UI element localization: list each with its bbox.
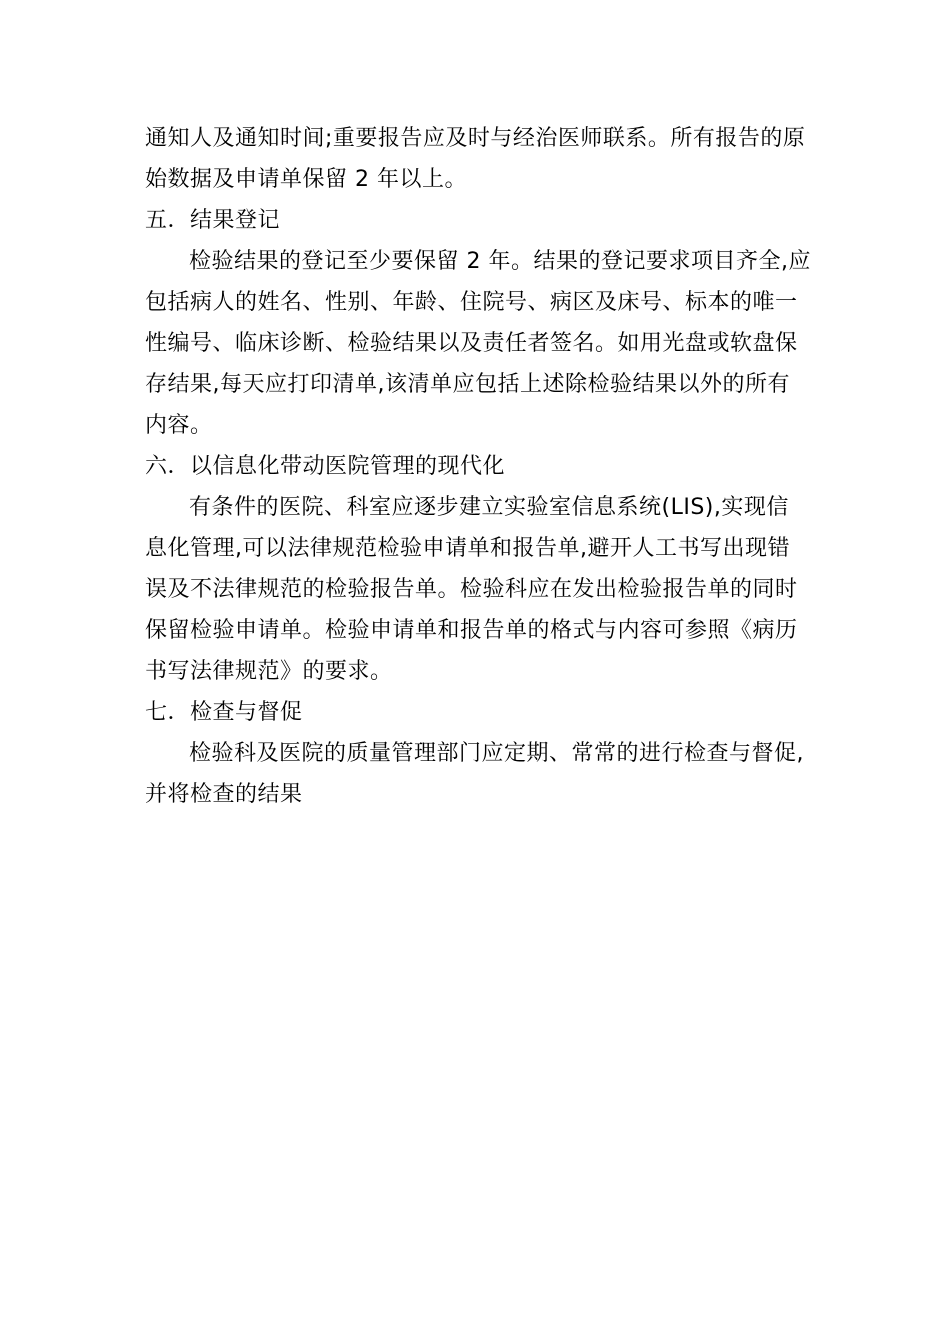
document-body xyxy=(145,118,810,815)
body-line: 书写法律规范》的要求。 xyxy=(145,659,393,684)
body-line: 内容。 xyxy=(145,413,213,438)
paragraph-first-line: 检验结果的登记至少要保留 2 年。结果的登记要求项目齐全,应 xyxy=(189,249,811,274)
body-line: 通知人及通知时间;重要报告应及时与经治医师联系。所有报告的原 xyxy=(145,126,806,151)
section-heading-6: 六．以信息化带动医院管理的现代化 xyxy=(145,454,506,479)
body-line: 性编号、临床诊断、检验结果以及责任者签名。如用光盘或软盘保 xyxy=(145,331,798,356)
paragraph-first-line: 检验科及医院的质量管理部门应定期、常常的进行检查与督促, xyxy=(189,741,804,766)
section-heading-7: 七．检查与督促 xyxy=(145,700,303,725)
body-line: 息化管理,可以法律规范检验申请单和报告单,避开人工书写出现错 xyxy=(145,536,790,561)
paragraph-first-line: 有条件的医院、科室应逐步建立实验室信息系统(LIS),实现信 xyxy=(189,495,789,520)
section-heading-5: 五．结果登记 xyxy=(145,208,281,233)
body-line: 并将检查的结果 xyxy=(145,782,303,807)
body-line: 存结果,每天应打印清单,该清单应包括上述除检验结果以外的所有 xyxy=(145,372,790,397)
body-line: 保留检验申请单。检验申请单和报告单的格式与内容可参照《病历 xyxy=(145,618,798,643)
body-line: 包括病人的姓名、性别、年龄、住院号、病区及床号、标本的唯一 xyxy=(145,290,798,315)
body-line: 始数据及申请单保留 2 年以上。 xyxy=(145,167,467,192)
body-line: 误及不法律规范的检验报告单。检验科应在发出检验报告单的同时 xyxy=(145,577,798,602)
